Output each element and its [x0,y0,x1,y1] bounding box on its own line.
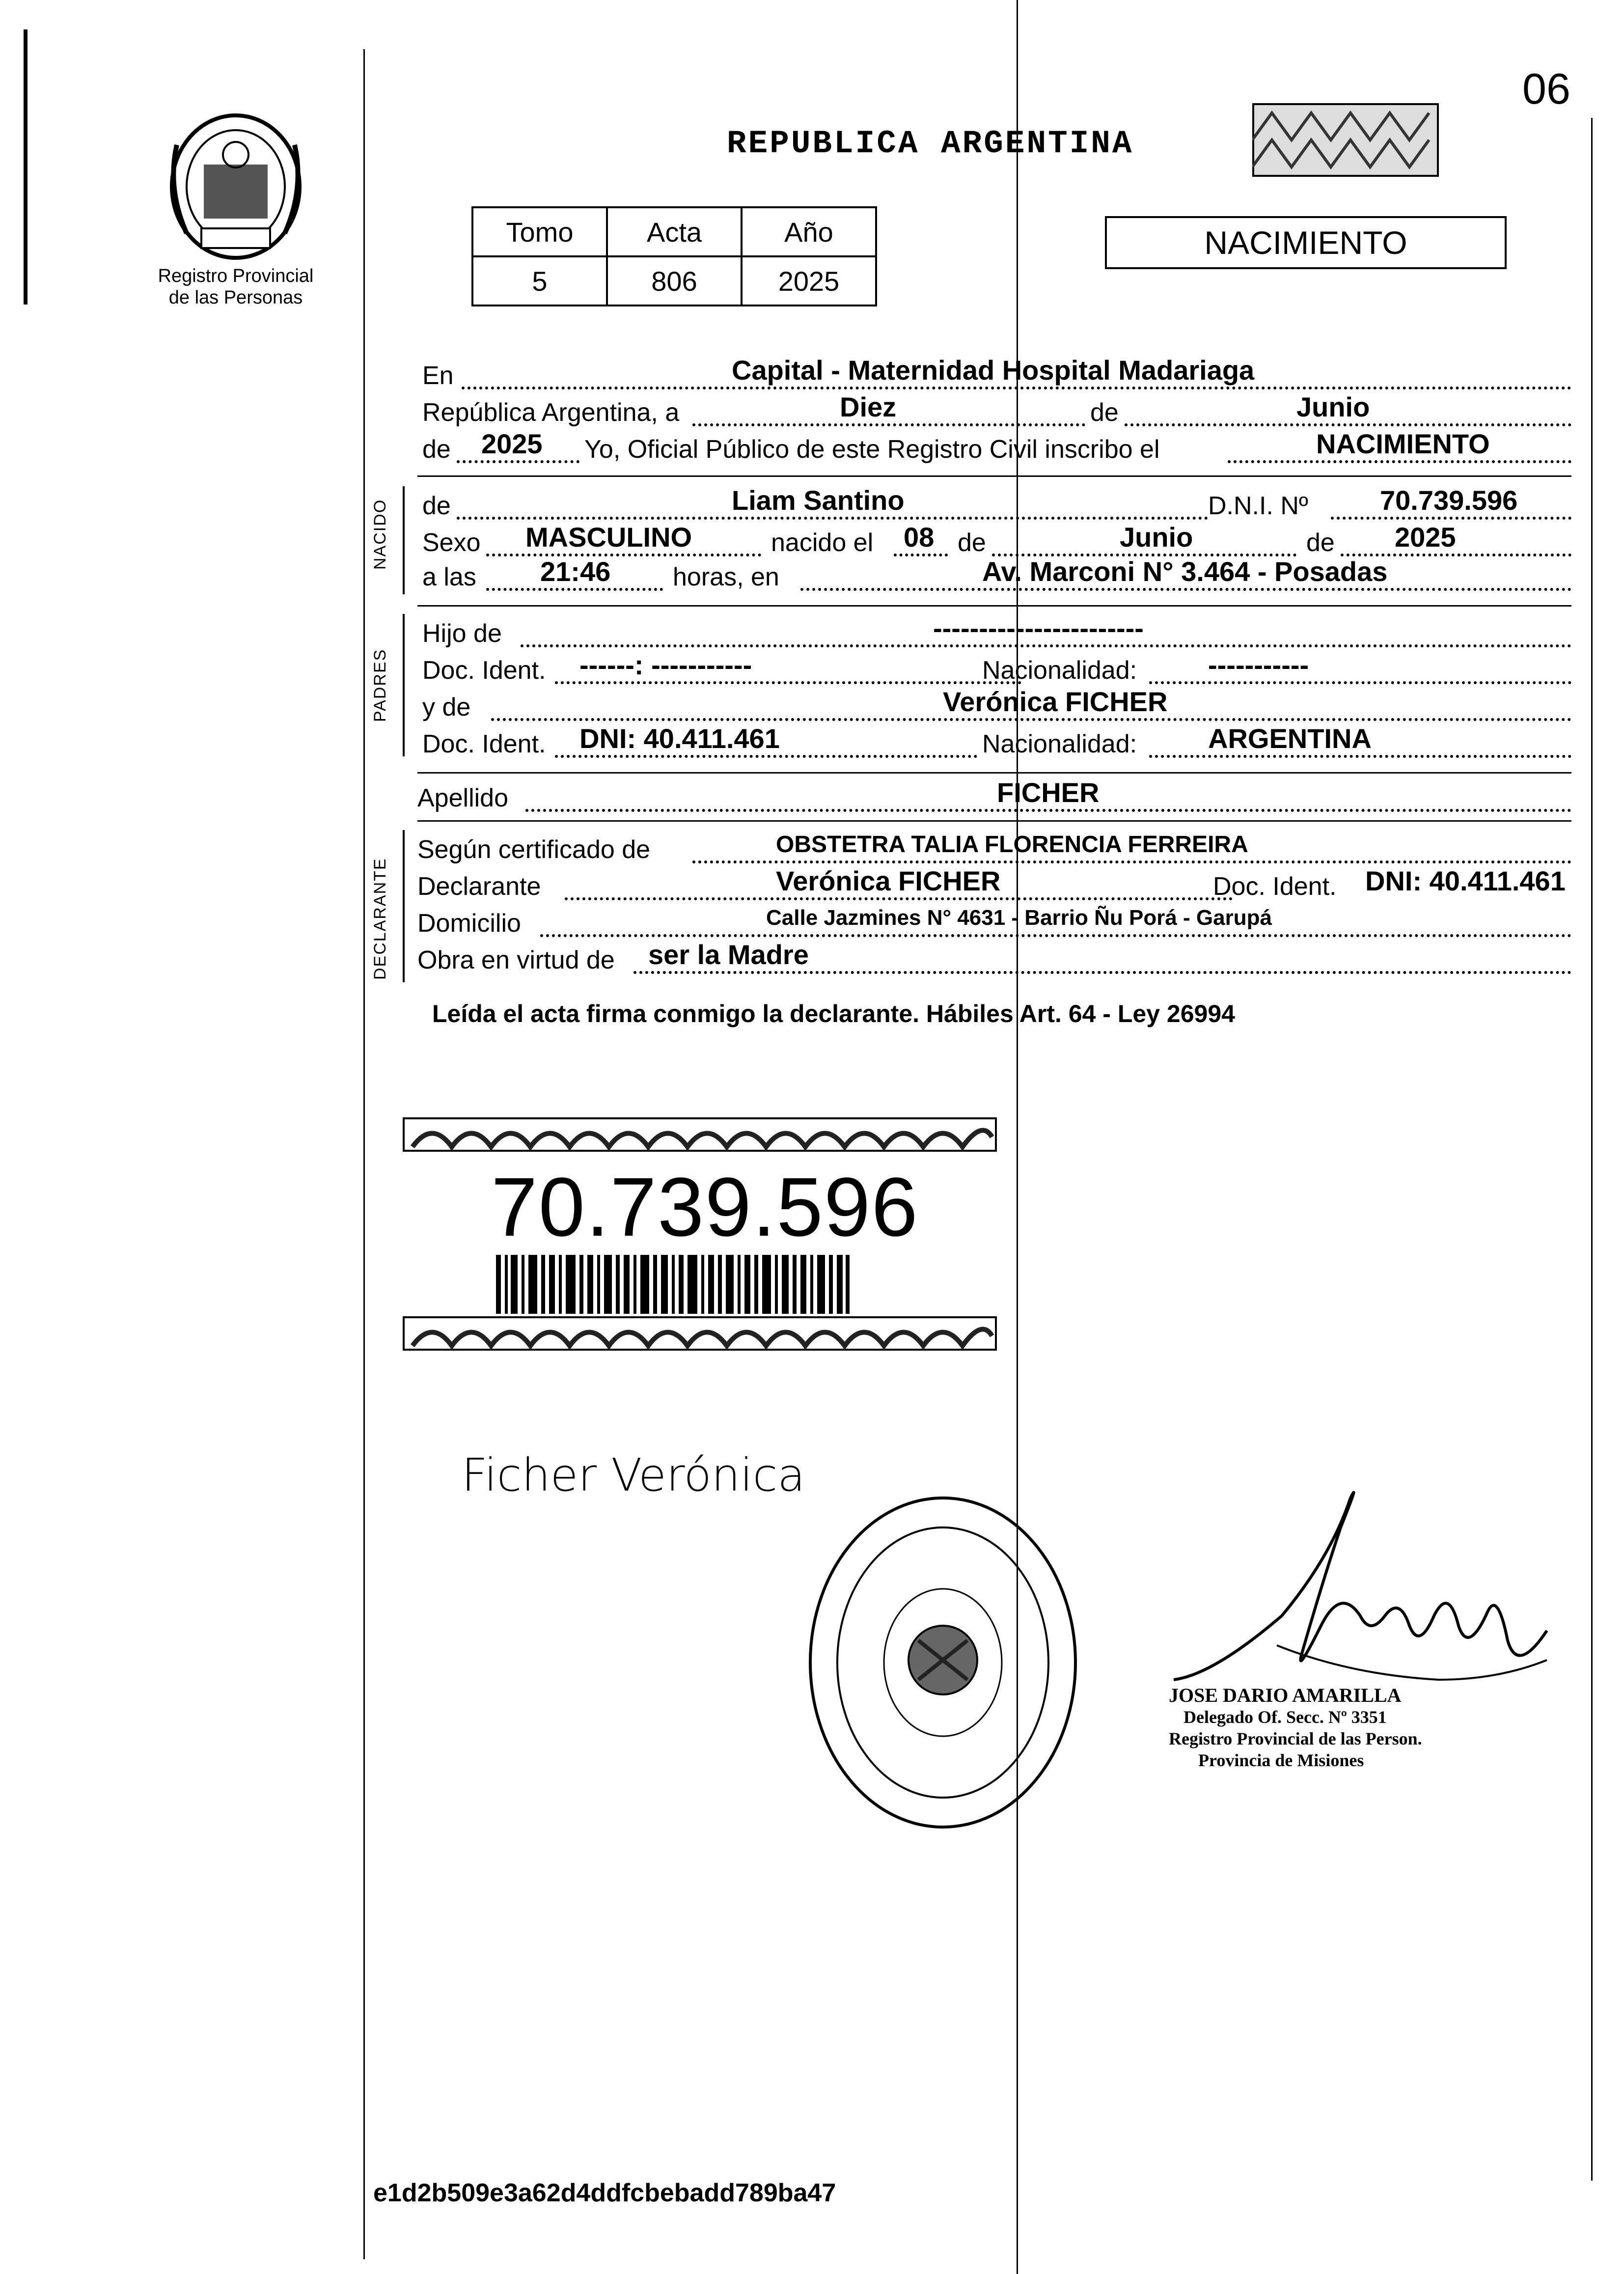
official-province: Provincia de Misiones [1198,1750,1364,1770]
dots [491,718,1571,721]
dots [540,934,1571,937]
label-oficial: Yo, Oficial Público de este Registro Civil inscribo el [584,435,1160,464]
row-fecha [417,391,1571,432]
security-band-bottom [403,1316,997,1351]
left-margin-bar [24,29,28,305]
label-en: En [422,361,454,390]
section-label-nacido: NACIDO [371,499,389,570]
label-declarante: Declarante [417,872,541,901]
row-hijo [417,612,1571,653]
value-ano: 2025 [742,256,876,305]
security-hologram-icon [1252,103,1439,177]
label-certificado: Según certificado de [417,835,651,864]
dots [894,554,948,556]
section-label-padres: PADRES [371,648,389,722]
dots [555,681,1021,684]
value-acta: 806 [607,256,742,305]
value-birth-month: Junio [1120,522,1193,553]
value-name: Liam Santino [732,485,905,516]
value-mother: Verónica FICHER [943,686,1168,717]
label-nac1: Nacionalidad: [982,656,1137,685]
separator-3 [417,772,1571,774]
official-signature-block [1169,1685,1422,1771]
fold-line [1017,0,1018,2274]
dots [486,554,761,556]
label-hijo: Hijo de [422,619,502,648]
row-hora [417,556,1571,597]
value-declarante: Verónica FICHER [776,865,1001,896]
value-doc2: DNI: 40.411.461 [579,723,780,754]
separator-4 [417,820,1571,822]
page-number: 06 [1522,64,1570,113]
official-seal [805,1493,1080,1832]
country-title: REPUBLICA ARGENTINA [727,125,1134,162]
value-apellido: FICHER [997,777,1100,808]
value-birth-year: 2025 [1395,522,1456,553]
header-tomo: Tomo [472,207,607,256]
value-hijo: ----------------------- [933,612,1144,643]
label-republica: República Argentina, a [422,398,680,427]
registry-caption: Registro Provincial de las Personas [158,266,314,308]
dots [457,517,1208,520]
official-role: Delegado Of. Secc. Nº 3351 [1184,1707,1387,1727]
label-dni: D.N.I. Nº [1208,492,1308,520]
official-office: Registro Provincial de las Person. [1169,1729,1422,1748]
row-doc2 [417,723,1571,764]
value-sexo: MASCULINO [525,522,692,553]
row-domicilio [417,906,1571,943]
frame-line-right [1591,118,1593,2181]
row-oficial [417,428,1571,469]
dots [462,387,1571,389]
header-acta: Acta [607,207,742,256]
separator-1 [417,475,1571,477]
value-doc3: DNI: 40.411.461 [1365,865,1566,896]
value-doc1: ------: ----------- [579,649,752,680]
value-domicilio: Calle Jazmines N° 4631 - Barrio Ñu Porá - Garupá [766,906,1272,930]
dots [565,897,1233,900]
dots [1125,423,1571,426]
dots [633,971,1571,974]
dots [525,809,1571,812]
row-apellido [417,777,1571,818]
dots [521,644,1571,647]
value-obra: ser la Madre [648,939,809,970]
dots [1228,460,1571,463]
dots [1149,755,1571,758]
dots [457,460,579,463]
value-birth-day: 08 [904,522,935,553]
value-day: Diez [840,391,897,422]
dots [486,588,663,591]
row-declarante [417,865,1571,906]
document-type-box: NACIMIENTO [1105,216,1507,269]
value-nac1: ----------- [1208,649,1309,680]
value-nac2: ARGENTINA [1208,723,1372,754]
value-certificado: OBSTETRA TALIA FLORENCIA FERREIRA [776,832,1248,858]
row-certificado [417,832,1571,869]
dots [1331,517,1571,520]
label-sexo: Sexo [422,528,481,557]
dots [555,755,977,758]
tomo-acta-ano-table [471,206,877,306]
closing-statement: Leída el acta firma conmigo la declarante. Hábiles Art. 64 - Ley 26994 [432,1000,1235,1027]
frame-line-left [363,49,365,2259]
section-bar-padres [403,614,405,756]
value-inscribe: NACIMIENTO [1316,428,1490,459]
label-domicilio: Domicilio [417,909,521,938]
dots [692,423,1085,426]
dots [800,588,1571,591]
separator-2 [417,605,1571,607]
label-y-de: y de [422,693,471,721]
row-obra [417,939,1571,980]
security-band-top [403,1117,997,1152]
label-de2: de [422,435,451,464]
value-tomo: 5 [472,256,607,305]
header-ano: Año [742,207,876,256]
label-horas: horas, en [673,563,779,591]
row-nombre [417,485,1571,526]
label-apellido: Apellido [417,784,509,812]
declarant-signature: Ficher Verónica [462,1449,805,1501]
label-a-las: a las [422,563,476,591]
value-en: Capital - Maternidad Hospital Madariaga [732,355,1255,386]
row-doc1 [417,649,1571,690]
label-de5: de [1306,528,1335,557]
label-de: de [1090,398,1119,427]
dots [1149,681,1571,684]
label-nac2: Nacionalidad: [982,730,1137,758]
value-month: Junio [1296,391,1370,422]
dni-large-number: 70.739.596 [491,1161,919,1254]
value-time: 21:46 [540,556,611,587]
section-label-declarante: DECLARANTE [371,858,389,980]
dots [692,860,1571,863]
official-name: JOSE DARIO AMARILLA [1169,1684,1402,1706]
value-dni: 70.739.596 [1380,485,1518,516]
value-year: 2025 [481,428,543,459]
label-doc2: Doc. Ident. [422,730,546,758]
row-madre [417,686,1571,727]
section-bar-declarante [403,830,405,982]
label-doc1: Doc. Ident. [422,656,546,685]
value-place: Av. Marconi N° 3.464 - Posadas [982,556,1388,587]
document-hash: e1d2b509e3a62d4ddfcbebadd789ba47 [373,2179,836,2207]
label-de3: de [422,492,451,520]
row-en [417,355,1571,395]
label-nacido: nacido el [771,528,874,557]
label-obra: Obra en virtud de [417,946,615,974]
label-de4: de [958,528,986,557]
barcode [496,1255,850,1314]
section-bar-nacido [403,486,405,594]
label-doc3: Doc. Ident. [1213,872,1337,901]
misiones-coat-of-arms-logo [157,106,314,263]
